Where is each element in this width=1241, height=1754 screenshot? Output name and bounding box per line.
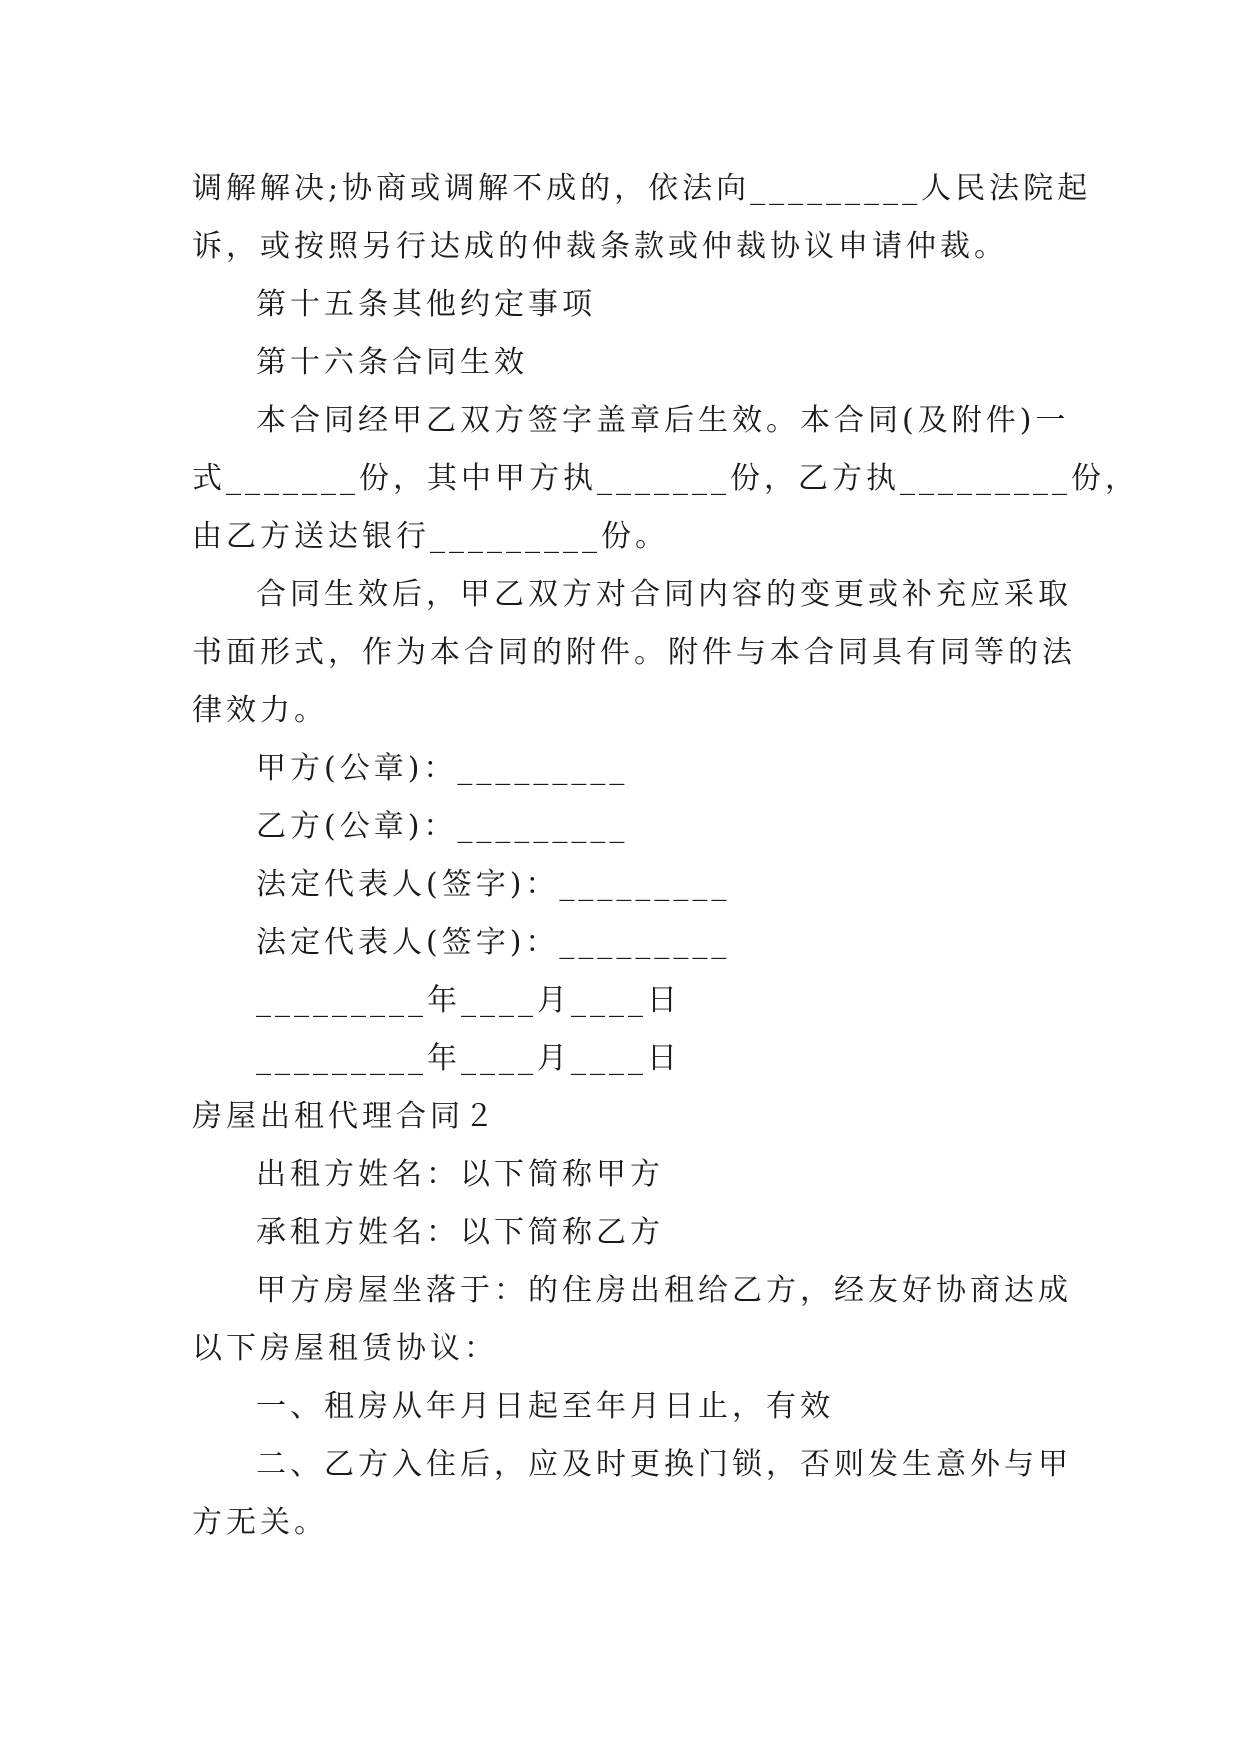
document-line: 书面形式，作为本合同的附件。附件与本合同具有同等的法 bbox=[192, 635, 1076, 670]
document-line: 甲方房屋坐落于：的住房出租给乙方，经友好协商达成 bbox=[256, 1273, 1072, 1308]
document-line: 第十六条合同生效 bbox=[256, 345, 528, 380]
document-line: 本合同经甲乙双方签字盖章后生效。本合同(及附件)一 bbox=[256, 403, 1070, 438]
document-line: 合同生效后，甲乙双方对合同内容的变更或补充应采取 bbox=[256, 577, 1072, 612]
document-line: 二、乙方入住后，应及时更换门锁，否则发生意外与甲 bbox=[256, 1447, 1072, 1482]
document-line: 诉，或按照另行达成的仲裁条款或仲裁协议申请仲裁。 bbox=[192, 229, 1008, 264]
document-body bbox=[192, 160, 1139, 1552]
document-line: 第十五条其他约定事项 bbox=[256, 287, 596, 322]
document-line: 房屋出租代理合同２ bbox=[192, 1099, 498, 1134]
document-line: 方无关。 bbox=[192, 1505, 328, 1540]
document-line: 甲方(公章)：_________ bbox=[256, 751, 629, 786]
document-line: 由乙方送达银行_________份。 bbox=[192, 519, 669, 554]
document-line: 出租方姓名：以下简称甲方 bbox=[256, 1157, 664, 1192]
document-line: 调解解决;协商或调解不成的，依法向_________人民法院起 bbox=[192, 171, 1092, 206]
document-line: 法定代表人(签字)：_________ bbox=[256, 867, 731, 902]
document-line: 式_______份，其中甲方执_______份，乙方执_________份， bbox=[192, 461, 1139, 496]
document-line: 一、租房从年月日起至年月日止，有效 bbox=[256, 1389, 834, 1424]
document-line: 乙方(公章)：_________ bbox=[256, 809, 629, 844]
document-line: 律效力。 bbox=[192, 693, 328, 728]
document-line: _________年____月____日 bbox=[256, 1041, 681, 1076]
document-line: 以下房屋租赁协议： bbox=[192, 1331, 498, 1366]
document-line: _________年____月____日 bbox=[256, 983, 681, 1018]
document-line: 法定代表人(签字)：_________ bbox=[256, 925, 731, 960]
document-line: 承租方姓名：以下简称乙方 bbox=[256, 1215, 664, 1250]
